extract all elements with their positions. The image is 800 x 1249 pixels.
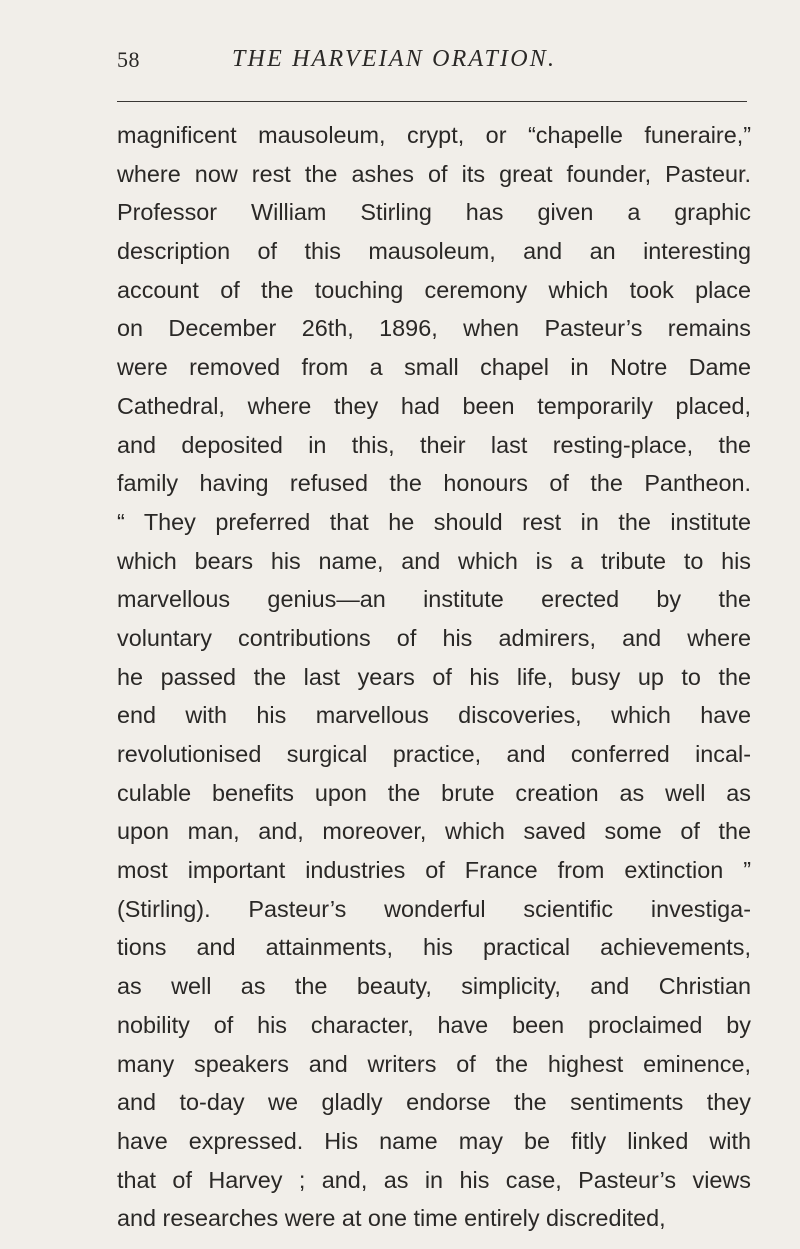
header-rule bbox=[117, 101, 747, 102]
text-line: have expressed. His name may be fitly linked with bbox=[117, 1127, 751, 1154]
text-line: tions and attainments, his practical achievements, bbox=[117, 934, 751, 961]
text-line: voluntary contributions of his admirers, and where bbox=[117, 624, 751, 651]
text-line: many speakers and writers of the highest eminence, bbox=[117, 1050, 751, 1077]
text-line: end with his marvellous discoveries, which have bbox=[117, 702, 751, 729]
text-line: account of the touching ceremony which took place bbox=[117, 276, 751, 303]
text-line: “ They preferred that he should rest in the institute bbox=[117, 508, 751, 535]
text-line: on December 26th, 1896, when Pasteur’s remains bbox=[117, 315, 751, 342]
text-line: culable benefits upon the brute creation as well as bbox=[117, 779, 751, 806]
text-line: that of Harvey ; and, as in his case, Pasteur’s views bbox=[117, 1166, 751, 1193]
text-line: family having refused the honours of the Pantheon. bbox=[117, 470, 751, 497]
text-line: were removed from a small chapel in Notre Dame bbox=[117, 354, 751, 381]
text-line: revolutionised surgical practice, and conferred incal- bbox=[117, 741, 751, 767]
text-line: magnificent mausoleum, crypt, or “chapelle funeraire,” bbox=[117, 122, 751, 148]
running-title: THE HARVEIAN ORATION. bbox=[232, 46, 557, 72]
text-line: upon man, and, moreover, which saved some of the bbox=[117, 818, 751, 845]
text-line: he passed the last years of his life, busy up to the bbox=[117, 663, 751, 690]
text-line: and to-day we gladly endorse the sentiments they bbox=[117, 1089, 751, 1116]
text-line: Professor William Stirling has given a graphic bbox=[117, 199, 751, 226]
text-line: marvellous genius—an institute erected by the bbox=[117, 586, 751, 613]
text-line: description of this mausoleum, and an interesting bbox=[117, 238, 751, 265]
text-line: most important industries of France from extinction ” bbox=[117, 857, 751, 884]
text-line: and deposited in this, their last resting-place, the bbox=[117, 431, 751, 458]
body-text bbox=[117, 116, 751, 1238]
text-line: Cathedral, where they had been temporarily placed, bbox=[117, 392, 751, 419]
text-line: which bears his name, and which is a tribute to his bbox=[117, 547, 751, 574]
text-line: as well as the beauty, simplicity, and Christian bbox=[117, 973, 751, 1000]
text-line: and researches were at one time entirely discredited, bbox=[117, 1205, 666, 1232]
text-line: (Stirling). Pasteur’s wonderful scientific investiga- bbox=[117, 895, 751, 922]
page-number: 58 bbox=[117, 47, 140, 72]
text-line: nobility of his character, have been proclaimed by bbox=[117, 1011, 751, 1038]
text-line: where now rest the ashes of its great founder, Pasteur. bbox=[117, 160, 751, 187]
